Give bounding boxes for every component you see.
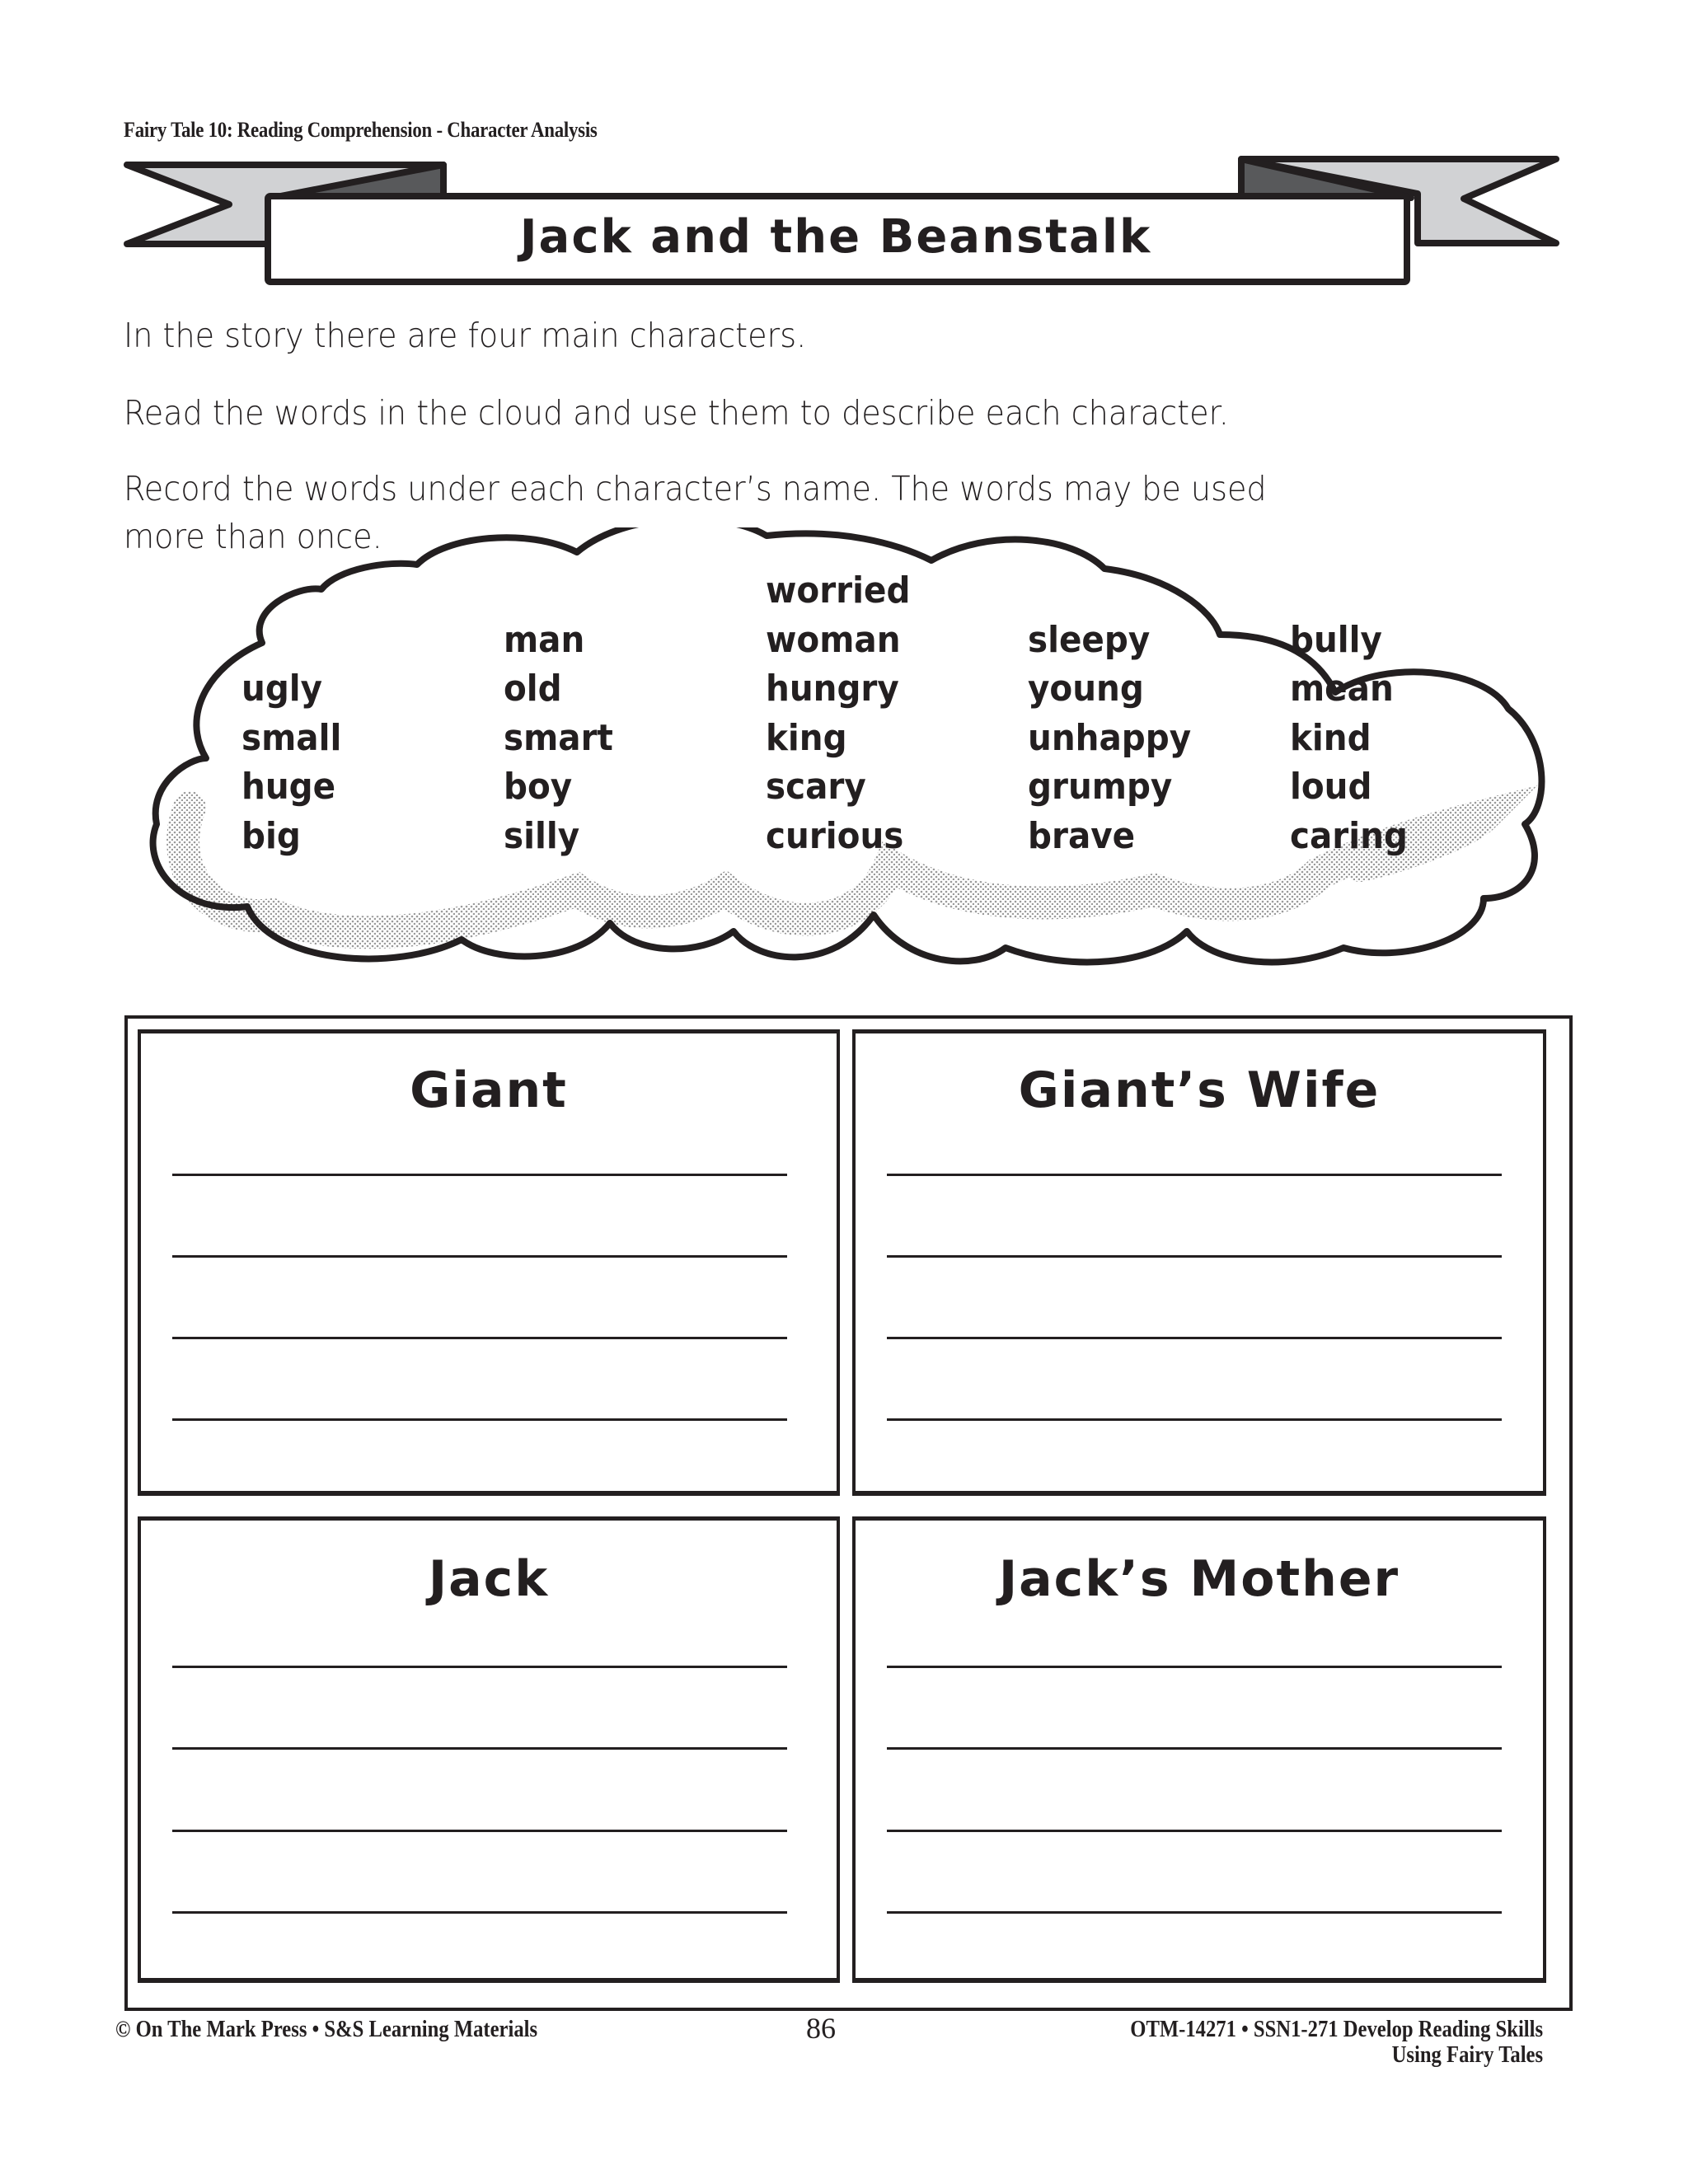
cloud-word: bully: [1290, 619, 1382, 661]
answer-line[interactable]: [887, 1747, 1502, 1750]
answer-line[interactable]: [172, 1830, 787, 1832]
cloud-word: boy: [504, 766, 573, 808]
character-name: Jack’s Mother: [998, 1550, 1400, 1608]
cloud-word: loud: [1290, 766, 1372, 808]
character-name: Giant’s Wife: [1018, 1062, 1381, 1119]
answer-line[interactable]: [172, 1747, 787, 1750]
footer-product-info: [1130, 2017, 1543, 2068]
cloud-word: hungry: [766, 668, 899, 710]
footer-copyright: © On The Mark Press • S&S Learning Materials: [115, 2017, 538, 2042]
cloud-word: kind: [1290, 717, 1372, 759]
answer-line[interactable]: [172, 1174, 787, 1176]
character-box-giant: [138, 1029, 840, 1496]
cloud-word: worried: [766, 569, 911, 612]
instruction-line-2: Read the words in the cloud and use them to describe each character.: [124, 393, 1229, 433]
cloud-word: young: [1028, 668, 1144, 710]
cloud-word: mean: [1290, 668, 1394, 710]
cloud-word: king: [766, 717, 847, 759]
answer-line[interactable]: [887, 1911, 1502, 1914]
character-box-jacks-mother: [852, 1516, 1546, 1983]
answer-line[interactable]: [887, 1666, 1502, 1668]
cloud-word: huge: [241, 766, 336, 808]
section-label: Fairy Tale 10: Reading Comprehension - Character Analysis: [124, 118, 598, 142]
answer-line[interactable]: [887, 1418, 1502, 1421]
answer-line[interactable]: [172, 1418, 787, 1421]
answer-line[interactable]: [172, 1666, 787, 1668]
page-number: 86: [806, 2012, 836, 2045]
answer-line[interactable]: [887, 1830, 1502, 1832]
cloud-word: brave: [1028, 815, 1136, 857]
cloud-word: smart: [504, 717, 613, 759]
cloud-word: sleepy: [1028, 619, 1151, 661]
instruction-line-3: Record the words under each character’s name. The words may be used: [124, 469, 1267, 509]
answer-line[interactable]: [887, 1174, 1502, 1176]
instruction-line-4: more than once.: [124, 517, 382, 556]
cloud-word: old: [504, 668, 562, 710]
answer-line[interactable]: [887, 1255, 1502, 1258]
cloud-word: curious: [766, 815, 904, 857]
cloud-word: scary: [766, 766, 866, 808]
answer-line[interactable]: [172, 1337, 787, 1339]
cloud-word: big: [241, 815, 301, 857]
answer-line[interactable]: [887, 1337, 1502, 1339]
page-title: Jack and the Beanstalk: [519, 209, 1152, 264]
cloud-word: small: [241, 717, 342, 759]
cloud-word: ugly: [241, 668, 323, 710]
character-name: Giant: [410, 1062, 568, 1119]
cloud-word: woman: [766, 619, 901, 661]
character-box-giants-wife: [852, 1029, 1546, 1496]
cloud-word: silly: [504, 815, 580, 857]
answer-line[interactable]: [172, 1911, 787, 1914]
cloud-word: unhappy: [1028, 717, 1192, 759]
cloud-word: caring: [1290, 815, 1408, 857]
footer-product-line-2: Using Fairy Tales: [1391, 2042, 1543, 2068]
answer-line[interactable]: [172, 1255, 787, 1258]
instruction-line-1: In the story there are four main characters.: [124, 316, 807, 355]
footer-product-line-1: OTM-14271 • SSN1-271 Develop Reading Skills: [1130, 2017, 1543, 2042]
character-box-jack: [138, 1516, 840, 1983]
cloud-word: man: [504, 619, 585, 661]
cloud-word: grumpy: [1028, 766, 1173, 808]
character-name: Jack: [428, 1550, 550, 1608]
